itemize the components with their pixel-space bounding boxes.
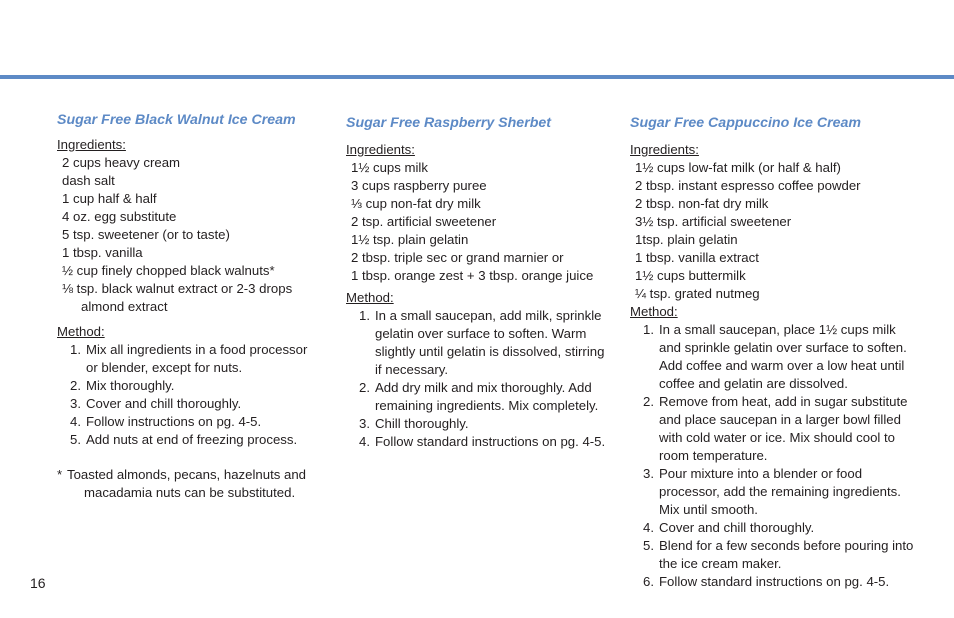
step-text: Cover and chill thoroughly. <box>86 396 242 411</box>
ingredient-item: 1 tbsp. vanilla <box>62 245 143 260</box>
step-text: Chill thoroughly. <box>375 416 469 431</box>
method-steps <box>630 321 920 591</box>
page-number: 16 <box>30 575 46 591</box>
ingredient-item: 4 oz. egg substitute <box>62 209 177 224</box>
footnote-text <box>67 466 319 502</box>
step-number: 4. <box>70 414 81 429</box>
ingredient-item: 1½ cups milk <box>351 160 428 175</box>
step-text: In a small saucepan, place 1½ cups milk and sprinkle gelatin over surface to soften. Add coffee and warm over a low heat until coffee and gelatin are dissolved. <box>659 322 907 391</box>
method-label: Method: <box>346 290 394 305</box>
ingredients-label: Ingredients: <box>630 142 699 157</box>
ingredient-item: 2 tsp. artificial sweetener <box>351 214 497 229</box>
ingredient-item: 1 cup half & half <box>62 191 157 206</box>
ingredient-item: ¼ tsp. grated nutmeg <box>635 286 760 301</box>
ingredient-item: ⅛ tsp. black walnut extract or 2-3 drops <box>62 281 293 296</box>
step-number: 4. <box>359 434 370 449</box>
method-step <box>346 433 614 451</box>
step-text: Add dry milk and mix thoroughly. Add remaining ingredients. Mix completely. <box>375 380 599 413</box>
ingredients-list <box>57 154 319 316</box>
ingredient-item: 5 tsp. sweetener (or to taste) <box>62 227 230 242</box>
ingredients-list <box>630 159 920 303</box>
ingredient-item: ⅓ cup non-fat dry milk <box>351 196 481 211</box>
step-number: 1. <box>643 322 654 337</box>
method-step <box>57 377 319 395</box>
method-step <box>346 415 614 433</box>
method-step <box>630 519 920 537</box>
ingredient-item: ½ cup finely chopped black walnuts* <box>62 263 275 278</box>
step-number: 5. <box>643 538 654 553</box>
footnote <box>57 466 319 502</box>
step-text: In a small saucepan, add milk, sprinkle gelatin over surface to soften. Warm slightly until gelatin is dissolved, stirring if necessary. <box>375 308 605 377</box>
method-steps <box>57 341 319 449</box>
ingredient-item: almond extract <box>81 299 168 314</box>
ingredient-item: dash salt <box>62 173 115 188</box>
step-number: 1. <box>70 342 81 357</box>
footnote-line: Toasted almonds, pecans, hazelnuts and <box>67 467 306 482</box>
method-steps <box>346 307 614 451</box>
step-number: 2. <box>643 394 654 409</box>
step-number: 6. <box>643 574 654 589</box>
ingredient-item: 1 tbsp. vanilla extract <box>635 250 759 265</box>
step-text: Follow standard instructions on pg. 4-5. <box>375 434 606 449</box>
ingredient-item: 1tsp. plain gelatin <box>635 232 738 247</box>
method-label: Method: <box>630 304 678 319</box>
step-text: Pour mixture into a blender or food processor, add the remaining ingredients. Mix until smooth. <box>659 466 901 517</box>
ingredient-item: 1½ cups low-fat milk (or half & half) <box>635 160 841 175</box>
method-step <box>630 465 920 519</box>
step-number: 2. <box>70 378 81 393</box>
step-text: Remove from heat, add in sugar substitute and place saucepan in a larger bowl filled with cold water or ice. Mix should cool to room temperature. <box>659 394 908 463</box>
method-step <box>346 307 614 379</box>
ingredient-item: 1 tbsp. orange zest + 3 tbsp. orange juice <box>351 268 594 283</box>
method-step <box>57 413 319 431</box>
step-text: Follow instructions on pg. 4-5. <box>86 414 262 429</box>
ingredient-item: 2 tbsp. instant espresso coffee powder <box>635 178 861 193</box>
ingredient-item: 2 tbsp. non-fat dry milk <box>635 196 769 211</box>
step-number: 4. <box>643 520 654 535</box>
ingredient-item: 1½ cups buttermilk <box>635 268 746 283</box>
method-step <box>57 431 319 449</box>
step-number: 3. <box>359 416 370 431</box>
ingredients-label: Ingredients: <box>346 142 415 157</box>
recipe-title: Sugar Free Black Walnut Ice Cream <box>57 112 296 128</box>
ingredients-label: Ingredients: <box>57 137 126 152</box>
ingredient-item: 3½ tsp. artificial sweetener <box>635 214 792 229</box>
step-number: 2. <box>359 380 370 395</box>
header-rule <box>0 75 954 79</box>
recipe-title: Sugar Free Cappuccino Ice Cream <box>630 115 862 131</box>
footnote-line: macadamia nuts can be substituted. <box>84 485 296 500</box>
step-text: Follow standard instructions on pg. 4-5. <box>659 574 890 589</box>
method-step <box>630 537 920 573</box>
ingredient-item: 1½ tsp. plain gelatin <box>351 232 469 247</box>
ingredient-item: 2 tbsp. triple sec or grand marnier or <box>351 250 564 265</box>
recipe-black-walnut <box>57 110 319 502</box>
method-step <box>57 341 319 377</box>
step-text: Mix thoroughly. <box>86 378 175 393</box>
footnote-mark: * <box>57 467 63 482</box>
step-number: 3. <box>70 396 81 411</box>
step-number: 3. <box>643 466 654 481</box>
ingredient-item: 3 cups raspberry puree <box>351 178 487 193</box>
step-text: Blend for a few seconds before pouring into the ice cream maker. <box>659 538 914 571</box>
step-number: 1. <box>359 308 370 323</box>
method-step <box>630 573 920 591</box>
recipe-cappuccino <box>630 113 920 591</box>
method-label: Method: <box>57 324 105 339</box>
method-step <box>630 321 920 393</box>
step-number: 5. <box>70 432 81 447</box>
step-text: Mix all ingredients in a food processor or blender, except for nuts. <box>86 342 308 375</box>
method-step <box>57 395 319 413</box>
recipe-title: Sugar Free Raspberry Sherbet <box>346 115 552 131</box>
step-text: Add nuts at end of freezing process. <box>86 432 298 447</box>
ingredient-item: 2 cups heavy cream <box>62 155 181 170</box>
recipe-raspberry-sherbet <box>346 113 614 451</box>
method-step <box>630 393 920 465</box>
method-step <box>346 379 614 415</box>
step-text: Cover and chill thoroughly. <box>659 520 815 535</box>
ingredients-list <box>346 159 614 285</box>
